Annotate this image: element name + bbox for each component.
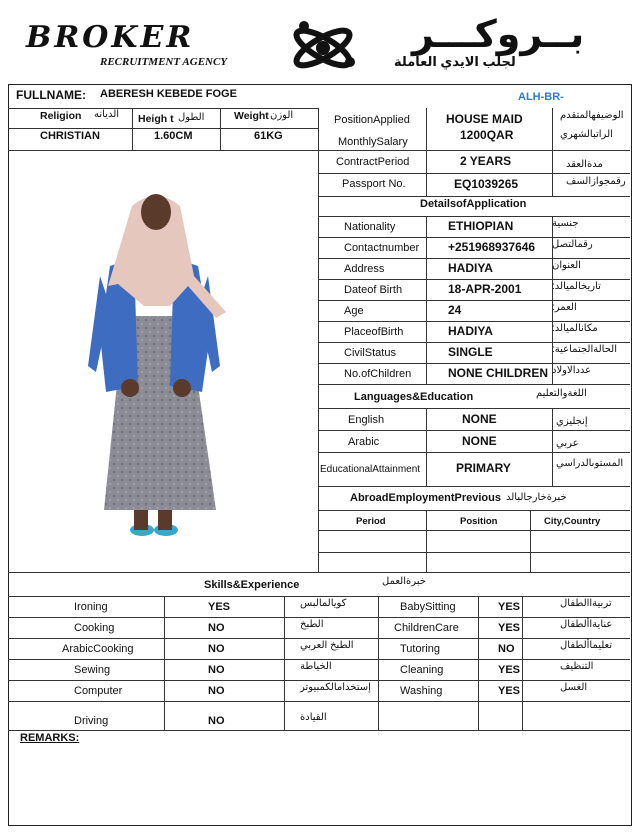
detail-label-ar: العنوان — [552, 260, 581, 271]
detail-label: Dateof Birth — [344, 284, 403, 296]
skill-label: Computer — [74, 685, 123, 697]
salary-label-ar: الراتبالشهري — [560, 129, 613, 140]
row-divider — [318, 258, 630, 259]
fullname-value: ABERESH KEBEDE FOGE — [100, 88, 237, 100]
detail-value: HADIYA — [448, 261, 493, 275]
salary-label: MonthlySalary — [338, 136, 408, 148]
detail-value: NONE CHILDREN — [448, 366, 549, 380]
skill-value: NO — [498, 643, 515, 655]
skill-label: Tutoring — [400, 643, 440, 655]
position-value: HOUSE MAID — [446, 112, 523, 126]
detail-value: HADIYA — [448, 324, 493, 338]
detail-label-ar: جنسية — [552, 218, 579, 229]
detail-label: CivilStatus — [344, 347, 396, 359]
religion-label: Religion — [40, 110, 82, 122]
row-divider — [318, 237, 630, 238]
column-divider — [552, 408, 553, 486]
detail-label-ar: عددالاولاد — [552, 365, 592, 376]
detail-label: Address — [344, 263, 385, 275]
row-divider — [318, 342, 630, 343]
weight-label: Weight — [234, 110, 269, 122]
height-value: 1.60CM — [154, 130, 193, 142]
column-divider — [522, 596, 523, 730]
abroad-col-period: Period — [356, 516, 386, 527]
language-label: Arabic — [348, 436, 380, 448]
position-label: PositionApplied — [334, 114, 410, 126]
skill-value: YES — [498, 622, 521, 634]
reference-code: ALH-BR- — [518, 91, 564, 103]
abroad-col-city-country: City,Country — [544, 516, 601, 527]
row-divider — [318, 279, 630, 280]
skill-label-ar: عنايةاألطفال — [560, 619, 613, 630]
skill-value: NO — [208, 643, 225, 655]
row-divider — [8, 617, 630, 618]
detail-label-ar: العمر: — [552, 302, 577, 313]
position-label-ar: الوضيفهالمتقدم — [560, 110, 624, 121]
height-label: Heigh t — [138, 113, 174, 125]
language-value: PRIMARY — [456, 461, 511, 475]
language-value: NONE — [462, 434, 497, 448]
fullname-label: FULLNAME: — [16, 88, 86, 102]
brand-subtitle-ar: لجلب الايدي العاملة — [394, 54, 516, 69]
passport-label-ar: رقمجوازالسف — [566, 176, 626, 187]
weight-label-ar: الوزن — [270, 110, 294, 121]
row-divider — [318, 430, 630, 431]
skill-value: YES — [498, 664, 521, 676]
contract-value: 2 YEARS — [460, 154, 512, 168]
column-divider — [426, 216, 427, 384]
remarks-label: REMARKS: — [20, 732, 80, 744]
column-divider — [478, 596, 479, 730]
abroad-title-ar: خبرةخارجالبالد — [506, 492, 567, 503]
brand-subtitle-en: RECRUITMENT AGENCY — [100, 56, 228, 68]
detail-label-ar: رقمالتصل — [552, 239, 593, 250]
detail-label: PlaceofBirth — [344, 326, 404, 338]
passport-label: Passport No. — [342, 178, 406, 190]
skill-label: BabySitting — [400, 601, 456, 613]
skill-label: ArabicCooking — [62, 643, 134, 655]
row-divider — [8, 638, 630, 639]
row-divider — [318, 321, 630, 322]
skill-label: Ironing — [74, 601, 108, 613]
abroad-title: AbroadEmploymentPrevious — [350, 492, 501, 504]
skill-label-ar: إستخدامالكمبيوتر — [300, 682, 371, 693]
column-divider — [284, 596, 285, 730]
skill-label: ChildrenCare — [394, 622, 459, 634]
skill-label-ar: تربيةاالطفال — [560, 598, 612, 609]
language-label-ar: المستوىالدراسي — [556, 458, 624, 469]
skill-label: Cleaning — [400, 664, 444, 676]
skill-value: NO — [208, 685, 225, 697]
height-label-ar: الطول — [178, 112, 205, 123]
skill-value: NO — [208, 622, 225, 634]
contract-label-ar: مدةالعقد — [566, 159, 603, 170]
passport-value: EQ1039265 — [454, 177, 519, 191]
row-divider — [318, 363, 630, 364]
skill-label: Driving — [74, 715, 109, 727]
skill-value: YES — [498, 685, 521, 697]
detail-value: +251968937646 — [448, 240, 536, 254]
detail-value: 18-APR-2001 — [448, 282, 522, 296]
skill-label-ar: القيادة — [300, 712, 327, 723]
skill-value: NO — [208, 715, 225, 727]
skills-title-ar: خبرةالعمل — [382, 576, 426, 587]
language-label-ar: عربي — [556, 438, 579, 449]
skill-value: YES — [208, 601, 231, 613]
skill-value: NO — [208, 664, 225, 676]
details-title: DetailsofApplication — [420, 198, 527, 210]
atom-logo-icon — [284, 18, 362, 78]
brand-name-en: BROKER — [26, 20, 195, 55]
language-label: EducationalAttainment — [320, 464, 421, 475]
abroad-col-position: Position — [460, 516, 498, 527]
language-value: NONE — [462, 412, 497, 426]
row-divider — [8, 659, 630, 660]
weight-value: 61KG — [254, 130, 283, 142]
language-label: English — [348, 414, 385, 426]
column-divider — [164, 596, 165, 730]
detail-value: SINGLE — [448, 345, 493, 359]
skill-label: Sewing — [74, 664, 111, 676]
detail-label: Nationality — [344, 221, 396, 233]
detail-label-ar: الحالةالجتماعية: — [552, 344, 617, 355]
agency-header — [8, 6, 634, 82]
skill-label-ar: الطبخ — [300, 619, 324, 630]
skill-label-ar: كويالمالبس — [300, 598, 347, 609]
applicant-photo — [48, 166, 274, 568]
skill-value: YES — [498, 601, 521, 613]
skill-label-ar: الطبخ العربي — [300, 640, 354, 651]
row-divider — [8, 680, 630, 681]
skill-label-ar: تعليماألطفال — [560, 640, 613, 651]
row-divider — [318, 300, 630, 301]
row-divider — [318, 452, 630, 453]
detail-value: 24 — [448, 303, 462, 317]
detail-value: ETHIOPIAN — [448, 219, 514, 233]
skill-label-ar: التنظيف — [560, 661, 594, 672]
column-divider — [378, 596, 379, 730]
skill-label: Washing — [400, 685, 443, 697]
contract-label: ContractPeriod — [336, 156, 410, 168]
skill-label-ar: الخياطة — [300, 661, 332, 672]
brand-name-ar: بــروكـــر — [412, 12, 585, 56]
religion-value: CHRISTIAN — [40, 130, 100, 142]
detail-label: Age — [344, 305, 364, 317]
salary-value: 1200QAR — [460, 128, 514, 142]
detail-label: Contactnumber — [344, 242, 420, 254]
skill-label-ar: الغسل — [560, 682, 588, 693]
detail-label: No.ofChildren — [344, 368, 412, 380]
language-label-ar: إنجليزي — [556, 416, 588, 427]
languages-title: Languages&Education — [354, 391, 474, 403]
religion-label-ar: الديانه — [94, 109, 120, 120]
column-divider — [426, 408, 427, 486]
row-divider — [8, 701, 630, 702]
skills-title: Skills&Experience — [204, 579, 300, 591]
languages-title-ar: اللغةوالتعليم — [536, 388, 587, 399]
application-form — [8, 6, 634, 828]
detail-label-ar: مكانالميالد: — [552, 323, 598, 334]
skill-label: Cooking — [74, 622, 115, 634]
detail-label-ar: تاريخالميالد: — [552, 281, 601, 292]
column-divider — [552, 216, 553, 384]
